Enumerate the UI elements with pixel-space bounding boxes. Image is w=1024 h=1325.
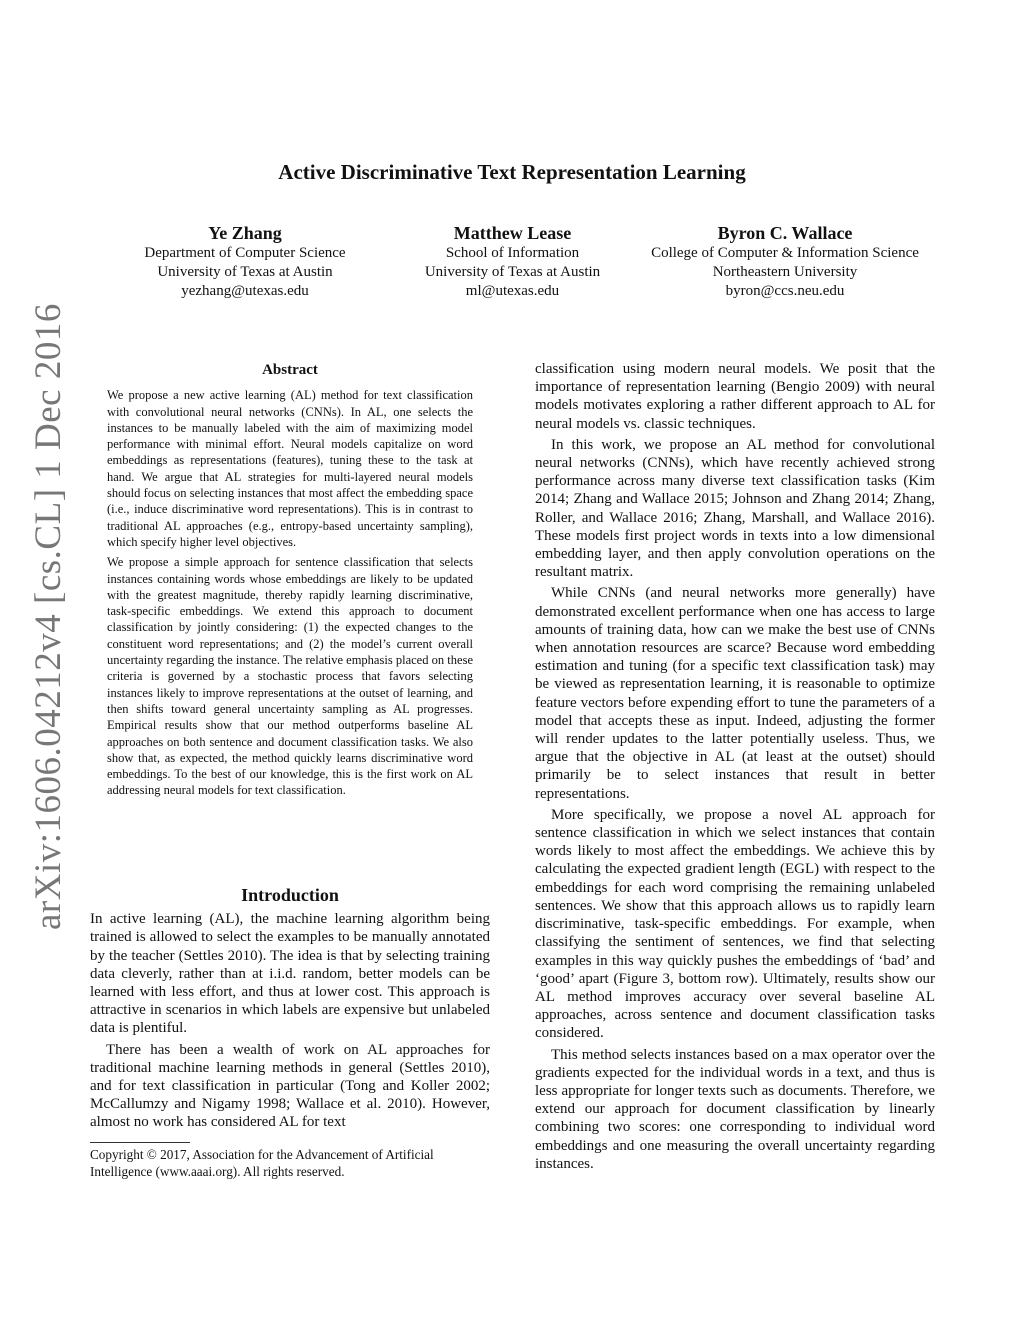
right-paragraph-2: In this work, we propose an AL method for convolutional neural networks (CNNs), which have recently achieved strong performance across many diverse text classification tasks (Kim 2014; Zhang and Wallace 2015; Johnson and Zhang 2014; Zhang, Roller, and Wallace 2016; Zhang, Marshall, and Wallace 2016). These models first project words in texts into a low dimensional embedding layer, and then apply convolution operations on the resultant matrix. bbox=[535, 436, 935, 581]
right-paragraph-5: This method selects instances based on a max operator over the gradients expected for the individual words in a text, and thus is less appropriate for longer texts such as documents. Therefore, we extend our approach for document classification by linearly combining two scores: one corresponding to individual word embeddings and one measuring the overall uncertainty regarding instances. bbox=[535, 1046, 935, 1172]
author-block-2 bbox=[380, 222, 645, 301]
author-block-1 bbox=[100, 222, 390, 301]
right-paragraph-1: classification using modern neural models. We posit that the importance of representation learning (Bengio 2009) with neural models motivates exploring a rather different approach to AL for neural models vs. classic techniques. bbox=[535, 361, 935, 432]
intro-paragraph-2: There has been a wealth of work on AL approaches for traditional machine learning methods in general (Settles 2010), and for text classification in particular (Tong and Koller 2002; McCallumzy and Nigamy 1998; Wallace et al. 2010). However, almost no work has considered AL for text bbox=[90, 1041, 490, 1131]
author-dept: School of Information bbox=[445, 245, 580, 261]
author-email: byron@ccs.neu.edu bbox=[725, 283, 845, 299]
author-name: Ye Zhang bbox=[208, 223, 282, 243]
author-dept: Department of Computer Science bbox=[144, 245, 346, 261]
copyright-text: Copyright © 2017, Association for the Advancement of Artificial Intelligence (www.aaai.org). All rights reserved. bbox=[90, 1147, 434, 1179]
abstract-heading: Abstract bbox=[262, 362, 318, 378]
author-email: yezhang@utexas.edu bbox=[181, 283, 309, 299]
author-dept: College of Computer & Information Science bbox=[651, 245, 919, 261]
abstract-paragraph-2: We propose a simple approach for sentence classification that selects instances containing words whose embeddings are likely to be updated with the greatest magnitude, thereby rapidly learning discriminative, task-specific embeddings. We extend this approach to document classification by jointly considering: (1) the expected changes to the constituent word representations; and (2) the model’s current overall uncertainty regarding the instance. The relative emphasis placed on these criteria is governed by a stochastic process that favors selecting instances likely to improve representations at the outset of learning, and then shifts toward general uncertainty sampling as AL progresses. Empirical results show that our method outperforms baseline AL approaches on both sentence and document classification tasks. We also show that, as expected, the method quickly learns discriminative word embeddings. To the best of our knowledge, this is the first work on AL addressing neural models for text classification. bbox=[107, 555, 473, 798]
footnote-rule bbox=[90, 1142, 190, 1143]
right-paragraph-3: While CNNs (and neural networks more generally) have demonstrated excellent performance when one has access to large amounts of training data, how can we make the best use of CNNs when annotation resources are scarce? Because word embedding estimation and tuning (for a specific text classification task) may be viewed as representation learning, it is reasonable to optimize feature vectors before expending effort to tune the parameters of a model that accepts these as input. Indeed, adjusting the former will render updates to the latter potentially useless. Thus, we argue that the objective in AL (at least at the outset) should primarily be to select instances that result in better representations. bbox=[535, 585, 935, 802]
intro-paragraph-1: In active learning (AL), the machine learning algorithm being trained is allowed to select the examples to be manually annotated by the teacher (Settles 2010). The idea is that by selecting training data cleverly, rather than at i.i.d. random, better models can be learned with less effort, and thus at lower cost. This approach is attractive in scenarios in which labels are expensive but unlabeled data is plentiful. bbox=[90, 911, 490, 1037]
abstract-section bbox=[107, 362, 473, 803]
author-affiliation: Northeastern University bbox=[712, 264, 858, 280]
copyright-footnote bbox=[90, 1142, 490, 1180]
abstract-paragraph-1: We propose a new active learning (AL) method for text classification with convolutional neural networks (CNNs). In AL, one selects the instances to be manually labeled with the aim of maximizing model performance with minimal effort. Neural models capitalize on word embeddings as representations (features), tuning these to the task at hand. We argue that AL strategies for multi-layered neural models should focus on selecting instances that most affect the embedding space (i.e., induce discriminative word representations). This is in contrast to traditional AL approaches (e.g., entropy-based uncertainty sampling), which specify higher level objectives. bbox=[107, 388, 473, 549]
author-affiliation: University of Texas at Austin bbox=[157, 264, 333, 280]
author-block-3 bbox=[630, 222, 940, 301]
introduction-heading: Introduction bbox=[241, 885, 339, 905]
arxiv-identifier: arXiv:1606.04212v4 [cs.CL] 1 Dec 2016 bbox=[28, 303, 69, 930]
right-column bbox=[535, 360, 935, 1176]
author-affiliation: University of Texas at Austin bbox=[424, 264, 601, 280]
right-paragraph-4: More specifically, we propose a novel AL approach for sentence classification in which we select instances that contain words likely to most affect the embeddings. We achieve this by calculating the expected gradient length (EGL) with respect to the embeddings for each word comprising the remaining unlabeled sentences. We show that this approach allows us to rapidly learn discriminative, task-specific embeddings. For example, when classifying the sentiment of sentences, we find that selecting examples in this way quickly pushes the embeddings of ‘bad’ and ‘good’ apart (Figure 3, bottom row). Ultimately, results show our AL method improves accuracy over several baseline AL approaches, across sentence and document classification tasks considered. bbox=[535, 806, 935, 1042]
paper-title: Active Discriminative Text Representation Learning bbox=[278, 160, 746, 184]
author-name: Matthew Lease bbox=[453, 223, 572, 243]
introduction-section bbox=[90, 886, 490, 1135]
author-name: Byron C. Wallace bbox=[717, 223, 853, 243]
author-email: ml@utexas.edu bbox=[465, 283, 560, 299]
